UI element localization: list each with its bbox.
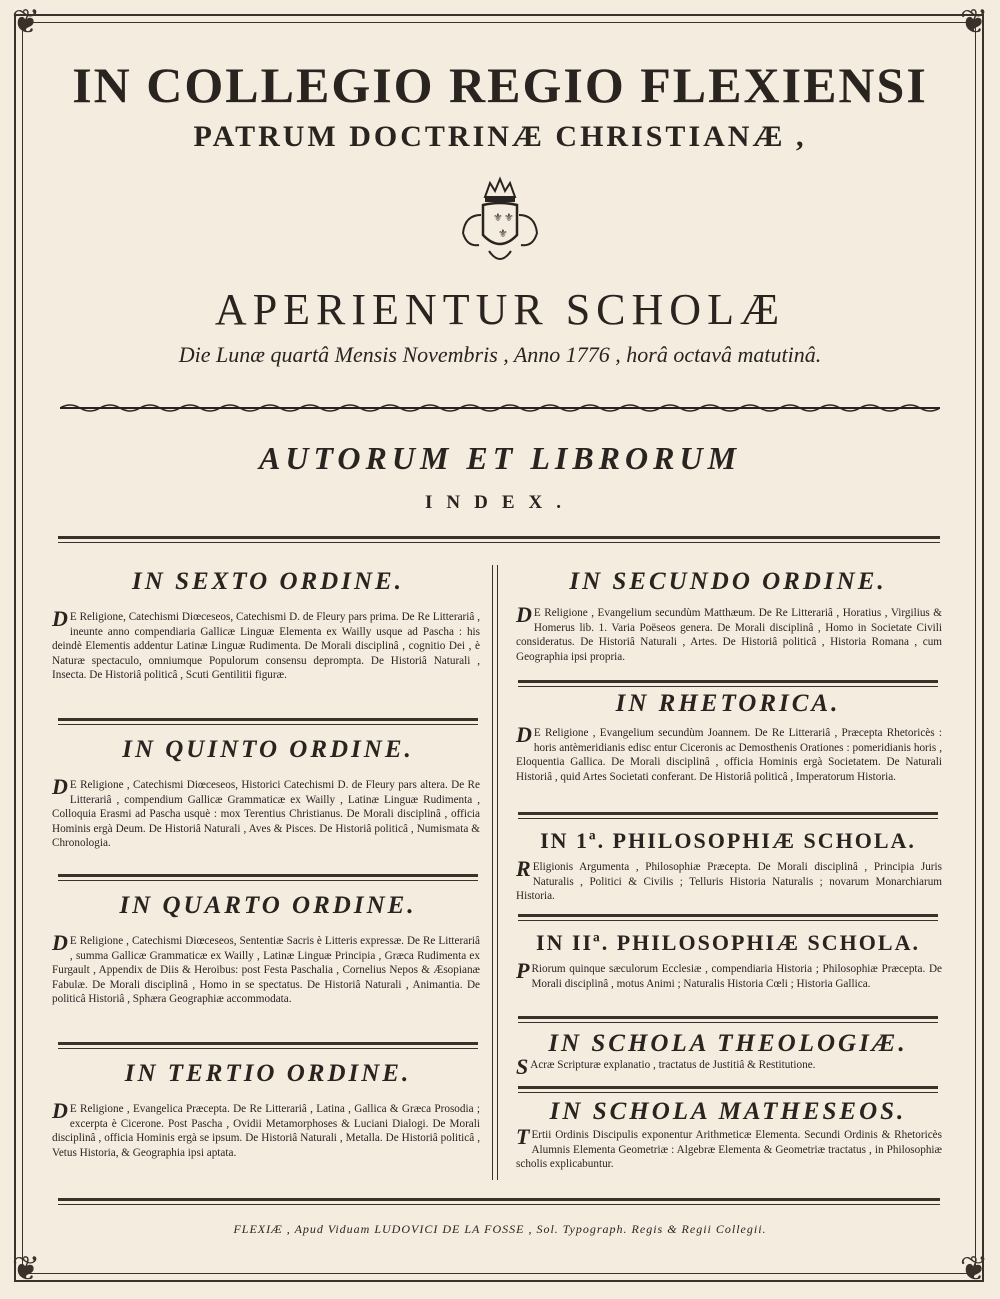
- divider-rule: [58, 1198, 940, 1201]
- divider-rule: [518, 914, 938, 917]
- section-text-secundo: [516, 602, 942, 664]
- divider-rule: [518, 1016, 938, 1019]
- imprint-footer: FLEXIÆ , Apud Viduam LUDOVICI DE LA FOSSE , Sol. Typograph. Regis & Regii Collegii.: [233, 1222, 767, 1236]
- column-divider: [492, 565, 498, 1180]
- divider-rule: [518, 1092, 938, 1093]
- main-heading: APERIENTUR SCHOLÆ: [214, 285, 786, 334]
- corner-ornament-icon: ❦: [959, 4, 989, 41]
- divider-rule: [58, 1204, 940, 1205]
- divider-rule: [58, 1048, 478, 1049]
- section-heading-secundo: IN SECUNDO ORDINE.: [569, 568, 887, 595]
- section-heading-tertio: IN TERTIO ORDINE.: [124, 1060, 412, 1087]
- section-body-text: E Religione , Evangelium secundùm Joannem. De Re Litterariâ , Præcepta Rhetoricès : horis antèmeridianis edisc entur Ciceronis ac Demosthenis Orationes : pomeridianis horis , Eloquentia Gallica. De Morali disciplinâ , officia Hominis ergà Societatem. De Naturali Historiâ , quid Artes Societati conferant. De Historiâ politicâ , Imperatorum Historia.: [516, 727, 942, 783]
- section-body-text: E Religione , Catechismi Diœceseos, Historici Catechismi D. de Fleury pars altera. De Re Litterariâ , compendium Gallicæ Grammaticæ ex Wailly , Latinæ Linguæ Rudimenta , Colloquia Erasmi ad Pascha usquè : mox Terentius Christianus. De Morali disciplinâ , officia Hominis ergà Deum. De Historiâ Naturali , Aves & Pisces. De Historiâ politicâ , Numismata & Chronologia.: [52, 779, 480, 850]
- college-title: IN COLLEGIO REGIO FLEXIENSI: [72, 57, 928, 113]
- drop-cap: S: [516, 1054, 529, 1079]
- ornamental-rule: [60, 402, 940, 414]
- date-line: Die Lunæ quartâ Mensis Novembris , Anno 1776 , horâ octavâ matutinâ.: [178, 342, 822, 367]
- section-text-philosophia-1: [516, 856, 942, 904]
- divider-rule: [518, 920, 938, 921]
- section-body-text: E Religione , Evangelium secundùm Matthæum. De Re Litterariâ , Horatius , Virgilius & Homerus lib. 1. Varia Poëseos genera. De Morali disciplinâ , Homo in Societate Civili consideratus. De Historiâ Naturali , Artes. De Historiâ politicâ , Historia Romana , cum Geographia ipsi propria.: [516, 607, 942, 663]
- corner-ornament-icon: ❦: [11, 1251, 41, 1288]
- section-body-text: E Religione , Evangelica Præcepta. De Re Litterariâ , Latina , Gallica & Græca Prosodia ; excerpta è Cicerone. Post Pascha , Ovidii Metamorphoses & Luciani Dialogi. De Morali disciplinâ , officia Hominis ergà se ipsum. De Historiâ Naturali , Metalla. De Historiâ politicâ , Vetus Historia, & Geographia ipsi aptata.: [52, 1103, 480, 1159]
- section-body-text: Acræ Scripturæ explanatio , tractatus de Justitiâ & Restitutione.: [530, 1059, 816, 1071]
- section-body-text: Riorum quinque sæculorum Ecclesiæ , compendiaria Historia ; Philosophiæ Præcepta. De Morali disciplinâ , motus Animi ; Naturalis Historia Cœli ; Historia Gallica.: [531, 963, 942, 990]
- divider-rule: [58, 874, 478, 877]
- svg-text:⚜: ⚜: [504, 212, 514, 224]
- drop-cap: T: [516, 1124, 530, 1149]
- drop-cap: P: [516, 958, 530, 983]
- svg-text:⚜: ⚜: [498, 228, 508, 240]
- section-text-matheseos: [516, 1124, 942, 1172]
- section-heading-philosophia-2: IN IIª. PHILOSOPHIÆ SCHOLA.: [536, 930, 920, 955]
- section-heading-quinto: IN QUINTO ORDINE.: [122, 736, 414, 763]
- divider-rule: [58, 536, 940, 539]
- section-body-text: Eligionis Argumenta , Philosophiæ Præcepta. De Morali disciplinâ , Principia Juris Naturalis , Politici & Civilis ; Telluris Historia Naturalis ; novarum Monarchiarum Historia.: [516, 861, 942, 903]
- section-body-text: E Religione, Catechismi Diœceseos, Catechismi D. de Fleury pars prima. De Re Litterariâ , ineunte anno compendiaria Gallicæ Linguæ Elementa ex Wailly usque ad Pascha : his deindè Elementis addentur Latinæ Linguæ Rudimenta. De Morali disciplinâ , cognitio Dei , è Naturæ spectaculo, omniumque Populorum consensu deprompta. De Historiâ Naturali , Insecta. De Historiâ politicâ , Scuti Gentilitii figuræ.: [52, 611, 480, 682]
- order-title: PATRUM DOCTRINÆ CHRISTIANÆ ,: [193, 120, 807, 153]
- section-heading-matheseos: IN SCHOLA MATHESEOS.: [549, 1098, 907, 1125]
- section-text-rhetorica: [516, 722, 942, 784]
- section-text-quinto: [52, 774, 480, 851]
- drop-cap: D: [52, 930, 68, 955]
- corner-ornament-icon: ❦: [11, 4, 41, 41]
- svg-text:⚜: ⚜: [493, 212, 503, 224]
- section-text-sexto: [52, 606, 480, 683]
- corner-ornament-icon: ❦: [959, 1251, 989, 1288]
- index-subtitle: INDEX.: [425, 492, 575, 513]
- divider-rule: [58, 1042, 478, 1045]
- divider-rule: [58, 880, 478, 881]
- divider-rule: [518, 686, 938, 687]
- drop-cap: D: [516, 602, 532, 627]
- divider-rule: [58, 724, 478, 725]
- drop-cap: D: [52, 774, 68, 799]
- index-title: AUTORUM ET LIBRORUM: [258, 440, 742, 476]
- section-text-theologia: [516, 1054, 942, 1079]
- divider-rule: [58, 542, 940, 543]
- drop-cap: D: [52, 1098, 68, 1123]
- divider-rule: [518, 1022, 938, 1023]
- divider-rule: [518, 818, 938, 819]
- section-heading-rhetorica: IN RHETORICA.: [615, 690, 841, 717]
- drop-cap: D: [516, 722, 532, 747]
- section-text-quarto: [52, 930, 480, 1007]
- drop-cap: D: [52, 606, 68, 631]
- section-body-text: Ertii Ordinis Discipulis exponentur Arithmeticæ Elementa. Secundi Ordinis & Rhetoricès Alumnis Elementa Geometriæ : Algebræ Elementa & Geometriæ tractatus , in Philosophiæ scholis explicabuntur.: [516, 1129, 942, 1171]
- section-text-philosophia-2: [516, 958, 942, 991]
- section-heading-sexto: IN SEXTO ORDINE.: [132, 568, 404, 595]
- divider-rule: [518, 812, 938, 815]
- section-heading-philosophia-1: IN 1ª. PHILOSOPHIÆ SCHOLA.: [540, 828, 916, 853]
- section-heading-theologia: IN SCHOLA THEOLOGIÆ.: [548, 1030, 908, 1057]
- section-text-tertio: [52, 1098, 480, 1160]
- divider-rule: [518, 680, 938, 683]
- divider-rule: [58, 718, 478, 721]
- divider-rule: [518, 1086, 938, 1089]
- royal-crest-icon: [455, 175, 545, 270]
- section-heading-quarto: IN QUARTO ORDINE.: [119, 892, 417, 919]
- section-body-text: E Religione , Catechismi Diœceseos, Sententiæ Sacris è Litteris expressæ. De Re Litterariâ , summa Gallicæ Grammaticæ ex Wailly , Latinæ Linguæ Principia , Græca Rudimenta ex Furgault , Appendix de Diis & Heroibus: post Festa Paschalia , Cornelius Nepos & Æsopianæ Fabulæ. De Morali disciplinâ , Homo in se spectatus. De Historiâ Naturali , Animantia. De politicâ Historiâ , Sphæra Geographiæ accommodata.: [52, 935, 480, 1006]
- drop-cap: R: [516, 856, 531, 881]
